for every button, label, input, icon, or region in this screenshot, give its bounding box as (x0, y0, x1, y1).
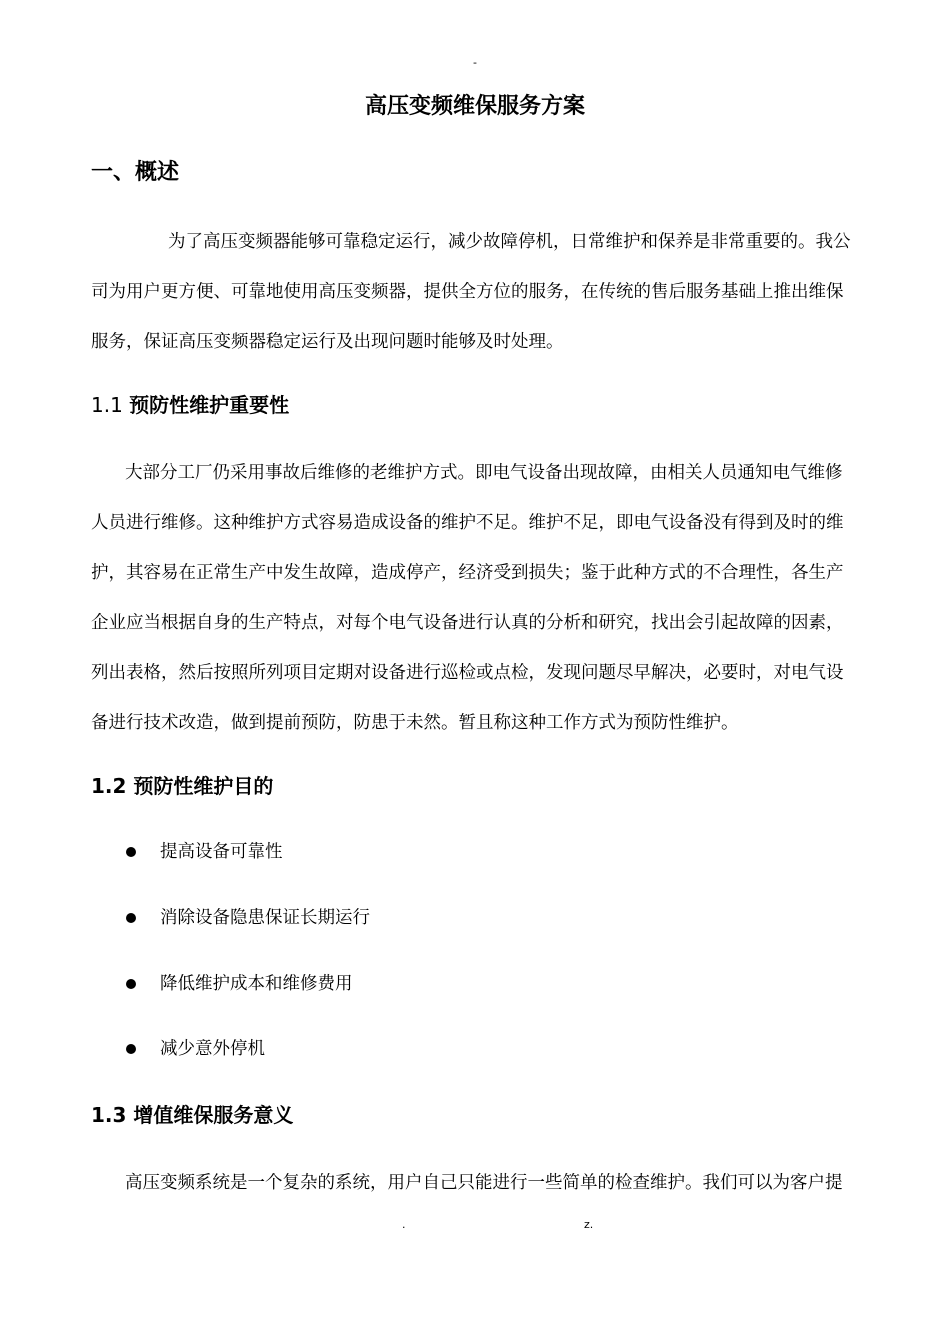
footer-mark-left: . (402, 1218, 406, 1231)
paragraph-line: 备进行技术改造，做到提前预防，防患于未然。暂且称这种工作方式为预防性维护。 (91, 713, 739, 733)
paragraph-line: 司为用户更方便、可靠地使用高压变频器，提供全方位的服务，在传统的售后服务基础上推出维保 (91, 282, 844, 302)
bullet-icon (126, 979, 136, 989)
list-item (126, 970, 353, 998)
section-heading-1-2: 1.2 预防性维护目的 (91, 774, 274, 798)
value-added-paragraph (91, 1158, 914, 1208)
list-item (126, 904, 370, 932)
bullet-icon (126, 913, 136, 923)
paragraph-line: 护，其容易在正常生产中发生故障，造成停产，经济受到损失；鉴于此种方式的不合理性，各生产 (91, 563, 844, 583)
paragraph-line: 高压变频系统是一个复杂的系统，用户自己只能进行一些简单的检查维护。我们可以为客户提 (125, 1173, 843, 1193)
list-item-text: 减少意外停机 (160, 1039, 265, 1059)
list-item-text: 提高设备可靠性 (160, 842, 283, 862)
section-title: 预防性维护重要性 (129, 393, 290, 417)
paragraph-line: 企业应当根据自身的生产特点，对每个电气设备进行认真的分析和研究，找出会引起故障的因素， (91, 613, 844, 633)
paragraph-line: 服务，保证高压变频器稳定运行及出现问题时能够及时处理。 (91, 332, 564, 352)
footer-mark-right: z. (584, 1218, 594, 1231)
preventive-maintenance-paragraph (91, 448, 914, 748)
overview-paragraph (91, 217, 914, 367)
section-number: 1.1 (91, 393, 123, 417)
paragraph-line: 为了高压变频器能够可靠稳定运行，减少故障停机，日常维护和保养是非常重要的。我公 (168, 232, 851, 252)
section-heading-1-3: 1.3 增值维保服务意义 (91, 1103, 294, 1127)
section-heading-overview: 一、概述 (91, 160, 180, 185)
document-title: 高压变频维保服务方案 (364, 94, 585, 119)
bullet-icon (126, 1044, 136, 1054)
bullet-icon (126, 847, 136, 857)
list-item-text: 消除设备隐患保证长期运行 (160, 908, 370, 928)
list-item-text: 降低维护成本和维修费用 (160, 974, 353, 994)
list-item (126, 838, 283, 866)
page-header-mark: - (473, 56, 477, 69)
paragraph-line: 人员进行维修。这种维护方式容易造成设备的维护不足。维护不足，即电气设备没有得到及时的维 (91, 513, 844, 533)
paragraph-line: 大部分工厂仍采用事故后维修的老维护方式。即电气设备出现故障，由相关人员通知电气维修 (125, 463, 843, 483)
paragraph-line: 列出表格，然后按照所列项目定期对设备进行巡检或点检，发现问题尽早解决，必要时，对电气设 (91, 663, 844, 683)
list-item (126, 1035, 265, 1063)
section-heading-1-1 (91, 391, 289, 419)
